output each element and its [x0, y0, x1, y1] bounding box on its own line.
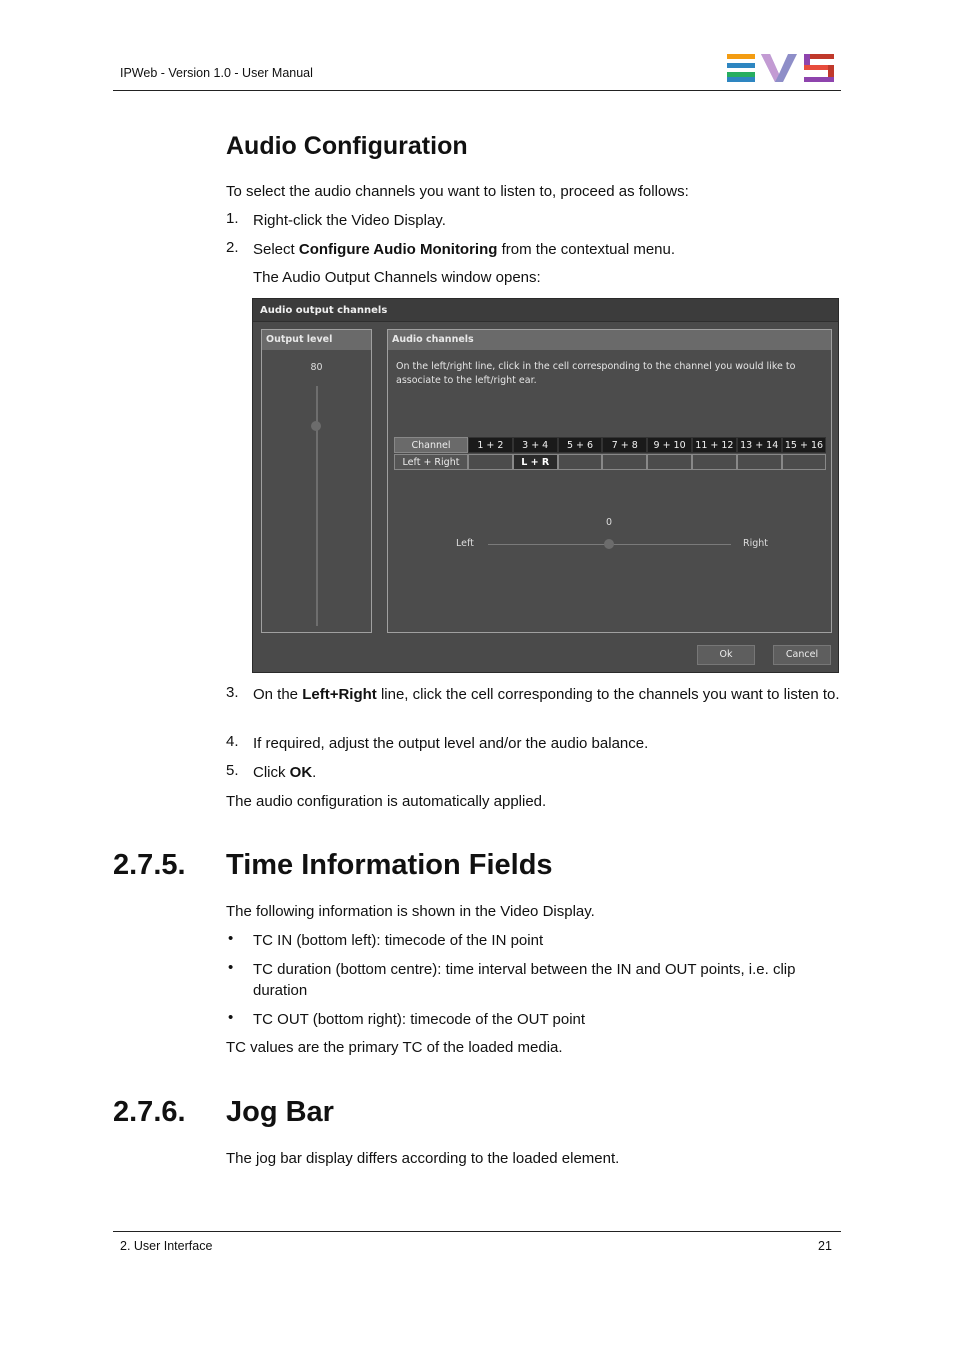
- left-right-cell[interactable]: [782, 454, 827, 470]
- step-4: If required, adjust the output level and/or the audio balance.: [253, 735, 649, 752]
- audio-channels-header: Audio channels: [388, 330, 831, 350]
- step-number: 3.: [226, 684, 239, 701]
- evs-logo: [727, 54, 834, 82]
- bullet: •: [228, 930, 234, 947]
- step-2-note: The Audio Output Channels window opens:: [253, 269, 541, 286]
- audio-output-channels-window: [252, 298, 839, 673]
- channel-header-cell: 5 + 6: [558, 437, 603, 453]
- channel-header-cell: 7 + 8: [602, 437, 647, 453]
- window-title: Audio output channels: [260, 305, 388, 316]
- channel-header-cell: 11 + 12: [692, 437, 737, 453]
- output-level-value: 80: [310, 362, 323, 373]
- output-level-slider-handle[interactable]: [311, 421, 321, 431]
- step-3: On the Left+Right line, click the cell corresponding to the channels you want to listen to.: [253, 686, 840, 703]
- bullet: •: [228, 959, 234, 976]
- section-title-jog: Jog Bar: [226, 1096, 334, 1128]
- left-right-row-label: Left + Right: [394, 454, 468, 470]
- cancel-button[interactable]: Cancel: [773, 645, 831, 665]
- jog-intro: The jog bar display differs according to the loaded element.: [226, 1150, 620, 1167]
- channel-header-cell: 13 + 14: [737, 437, 782, 453]
- left-right-cell[interactable]: [558, 454, 603, 470]
- channel-header-cell: 15 + 16: [782, 437, 827, 453]
- audio-outro: The audio configuration is automatically applied.: [226, 793, 547, 810]
- footer-chapter: 2. User Interface: [120, 1239, 213, 1253]
- time-item-tc-out: TC OUT (bottom right): timecode of the OUT point: [253, 1011, 586, 1028]
- step-1: Right-click the Video Display.: [253, 212, 446, 229]
- channel-header-cell: 3 + 4: [513, 437, 558, 453]
- footer-rule: [113, 1231, 841, 1232]
- audio-channels-instructions: On the left/right line, click in the cell corresponding to the channel you would like to associate to the left/right ear.: [396, 361, 796, 386]
- ok-button[interactable]: Ok: [697, 645, 755, 665]
- output-level-panel: [261, 329, 372, 633]
- time-outro: TC values are the primary TC of the loaded media.: [226, 1039, 563, 1056]
- audio-channels-panel: [387, 329, 832, 633]
- balance-right-label: Right: [743, 538, 769, 549]
- bullet: •: [228, 1009, 234, 1026]
- step-number: 5.: [226, 762, 239, 779]
- step-number: 2.: [226, 239, 239, 256]
- page-number: 21: [818, 1239, 832, 1253]
- time-item-tc-duration: TC duration (bottom centre): time interval between the IN and OUT points, i.e. clip duration: [253, 961, 796, 999]
- balance-left-label: Left: [456, 538, 474, 549]
- channel-row-label: Channel: [394, 437, 468, 453]
- section-number-time: 2.7.5.: [113, 849, 186, 881]
- balance-slider-handle[interactable]: [604, 539, 614, 549]
- left-right-cell[interactable]: [647, 454, 692, 470]
- manual-title: IPWeb - Version 1.0 - User Manual: [120, 66, 313, 80]
- step-number: 4.: [226, 733, 239, 750]
- section-number-jog: 2.7.6.: [113, 1096, 186, 1128]
- step-number: 1.: [226, 210, 239, 227]
- left-right-cell[interactable]: [602, 454, 647, 470]
- header-rule: [113, 90, 841, 91]
- left-right-cell[interactable]: L + R: [513, 454, 558, 470]
- channel-header-cell: 9 + 10: [647, 437, 692, 453]
- left-right-cell[interactable]: [737, 454, 782, 470]
- left-right-cell[interactable]: [692, 454, 737, 470]
- section-title-audio: Audio Configuration: [226, 132, 468, 160]
- time-item-tc-in: TC IN (bottom left): timecode of the IN point: [253, 932, 544, 949]
- balance-value: 0: [606, 517, 613, 528]
- left-right-cell[interactable]: [468, 454, 513, 470]
- audio-intro: To select the audio channels you want to listen to, proceed as follows:: [226, 183, 689, 200]
- time-intro: The following information is shown in the Video Display.: [226, 903, 595, 920]
- output-level-header: Output level: [262, 330, 371, 350]
- step-5: Click OK.: [253, 764, 317, 781]
- channel-header-cell: 1 + 2: [468, 437, 513, 453]
- section-title-time: Time Information Fields: [226, 849, 553, 881]
- step-2: Select Configure Audio Monitoring from the contextual menu.: [253, 241, 676, 258]
